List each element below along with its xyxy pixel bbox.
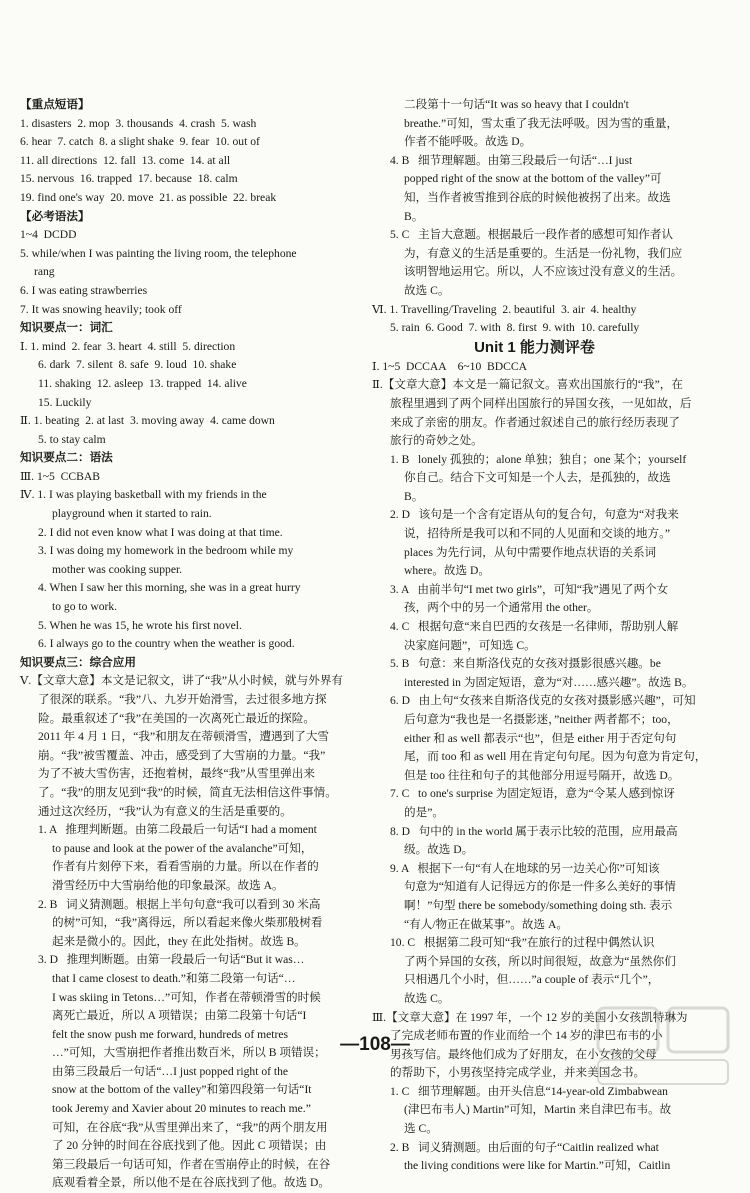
answer-line: 的帮助下，小男孩坚持完成学业，并来美国念书。	[390, 1066, 646, 1080]
answer-line: mother was cooking supper.	[52, 562, 183, 576]
answer-line: where。故选 D。	[404, 564, 490, 578]
answer-line: 3. D 推理判断题。由第一段最后一句话“But it was…	[38, 953, 305, 967]
answer-line: 9. A 根据下一句“有人在地球的另一边关心你”可知该	[390, 861, 660, 875]
answer-line: 险。最重叙述了“我”在美国的一次离死亡最近的探险。	[38, 711, 315, 725]
section-heading: 【必考语法】	[20, 209, 90, 223]
answer-line: 决家庭问题”，可知选 C。	[404, 638, 536, 652]
answer-line: 级。故选 D。	[404, 843, 474, 857]
section-heading: 【重点短语】	[20, 98, 90, 111]
section-heading: 知识要点一：词汇	[20, 321, 113, 335]
unit-title: Unit 1 能力测评卷	[474, 338, 595, 356]
answer-line: 的树”可知，“我”离得远，所以看起来像火柴那般树看	[52, 916, 323, 930]
answer-line: 故选 C。	[404, 283, 450, 297]
answer-line: either 和 as well 都表示“也”，但是 either 用于否定句句	[404, 731, 677, 745]
answer-line: snow at the bottom of the valley”和第四段第一句话“It	[52, 1083, 312, 1097]
left-column	[20, 96, 355, 1193]
answer-line: 4. B 细节理解题。由第三段最后一句话“…I just	[390, 153, 633, 167]
answer-line: 知，当作者被雪推到谷底的时候他被拐了出来。故选	[404, 190, 671, 204]
answer-line: …”可知，大雪崩把作者推出数百米，所以 B 项错误；	[52, 1046, 326, 1060]
answer-line: 1~4 DCDD	[20, 228, 77, 242]
watermark-logo-icon	[590, 1000, 740, 1090]
answer-line: 1. disasters 2. mop 3. thousands 4. crash 5. wash	[20, 116, 257, 130]
answer-line: 5. When he was 15, he wrote his first novel.	[38, 618, 242, 632]
answer-line: 5. while/when I was painting the living room, the telephone	[20, 246, 297, 260]
answer-line: Ⅱ.【文章大意】本文是一篇记叙文。喜欢出国旅行的“我”，在	[372, 378, 683, 392]
answer-line: 句意为“知道有人记得远方的你是一件多么美好的事情	[404, 880, 676, 894]
answer-line: 通过这次经历，“我”认为有意义的生活是重要的。	[38, 804, 292, 818]
answer-line: 11. shaking 12. asleep 13. trapped 14. alive	[38, 376, 247, 390]
answer-line: 6. I was eating strawberries	[20, 283, 148, 297]
answer-line: Ⅳ. 1. I was playing basketball with my friends in the	[20, 488, 267, 502]
answer-line: 了。“我”的朋友见到“我”的时候，简直无法相信这件事情。	[38, 785, 337, 799]
answer-line: 5. rain 6. Good 7. with 8. first 9. with 10. carefully	[390, 321, 640, 335]
answer-line: Ⅰ. 1~5 DCCAA 6~10 BDCCA	[372, 359, 527, 373]
answer-line: 可知，在谷底“我”从雪里弹出来了，“我”的两个朋友用	[52, 1120, 328, 1134]
answer-line: 由第三段最后一句话“…I just popped right of the	[52, 1064, 289, 1078]
answer-line: 6. D 由上句“女孩来自斯洛伐克的女孩对摄影感兴趣”，可知	[390, 694, 696, 708]
section-heading: 知识要点二：语法	[20, 451, 113, 465]
answer-line: places 为先行词，从句中需要作地点状语的关系词	[404, 545, 657, 559]
answer-line: playground when it started to rain.	[52, 507, 212, 521]
answer-line: 6. I always go to the country when the weather is good.	[38, 637, 295, 651]
answer-line: 1. A 推理判断题。由第二段最后一句话“I had a moment	[38, 823, 317, 837]
answer-line: 为，有意义的生活是重要的。生活是一份礼物，我们应	[404, 246, 683, 260]
answer-line: that I came closest to death.”和第二段第一句话“…	[52, 971, 296, 985]
answer-line: Ⅵ. 1. Travelling/Traveling 2. beautiful 3. air 4. healthy	[372, 302, 637, 316]
answer-line: 2. B 词义猜测题。由后面的句子“Caitlin realized what	[390, 1140, 659, 1154]
answer-line: 6. dark 7. silent 8. safe 9. loud 10. shake	[38, 358, 237, 372]
page-number: —108—	[340, 1034, 410, 1055]
answer-line: 啊！”句型 there be somebody/something doing sth. 表示	[404, 898, 673, 912]
answer-line: 了两个异国的女孩，所以时间很短，故意为“虽然你们	[404, 954, 676, 968]
answer-line: 该明智地运用它。所以，人不应该过没有意义的生活。	[404, 265, 683, 279]
answer-line: 作者有片刻停下来，看看雪崩的力量。所以在作者的	[52, 860, 319, 874]
answer-line: to pause and look at the power of the avalanche”可知，	[52, 841, 313, 855]
answer-line: 4. When I saw her this morning, she was in a great hurry	[38, 581, 301, 595]
answer-line: 15. Luckily	[38, 395, 92, 409]
answer-line: 5. to stay calm	[38, 432, 106, 446]
answer-line: 10. C 根据第二段可知“我”在旅行的过程中偶然认识	[390, 936, 655, 950]
answer-line: rang	[34, 265, 55, 279]
answer-line: 说，招待所是我可以和不同的人见面和交谈的地方。”	[404, 527, 671, 541]
answer-line: 2. B 词义猜测题。根据上半句句意“我可以看到 30 米高	[38, 897, 321, 911]
answer-line: 崩。“我”被雪覆盖、冲击，感受到了大雪崩的力量。“我”	[38, 748, 326, 762]
answer-line: 孩，两个中的另一个通常用 the other。	[404, 601, 599, 615]
answer-line: breathe.”可知，雪太重了我无法呼吸。因为雪的重量，	[404, 116, 679, 130]
answer-line: 男孩写信。最终他们成为了好朋友，在小女孩的父母	[390, 1047, 657, 1061]
answer-line: took Jeremy and Xavier about 20 minutes to reach me.”	[52, 1102, 311, 1116]
answer-line: 为了不被大雪伤害，还抱着树，最终“我”从雪里弹出来	[38, 767, 315, 781]
answer-line: 旅程里遇到了两个同样出国旅行的异国女孩，一见如故，后	[390, 396, 692, 410]
answer-line: Ⅰ. 1. mind 2. fear 3. heart 4. still 5. direction	[20, 339, 236, 353]
section-heading: 知识要点三：综合应用	[20, 655, 136, 669]
answer-line: 5. B 句意：来自斯洛伐克的女孩对摄影很感兴趣。be	[390, 657, 661, 671]
answer-line: 但是 too 往往和句子的其他部分用逗号隔开，故选 D。	[404, 768, 680, 782]
answer-line: 第三段最后一句话可知，作者在雪崩停止的时候，在谷	[52, 1157, 331, 1171]
answer-line: 的是”。	[404, 805, 444, 819]
answer-line: 后句意为“我也是一名摄影迷，”neither 两者都不；too，	[404, 713, 679, 726]
answer-line: (津巴布韦人) Martin”可知，Martin 来自津巴布韦。故	[404, 1103, 672, 1117]
answer-line: 二段第十一句话“It was so heavy that I couldn't	[404, 98, 629, 111]
answer-line: 你自己。结合下文可知是一个人去，是孤独的，故选	[404, 471, 671, 485]
answer-line: 3. A 由前半句“I met two girls”，可知“我”遇见了两个女	[390, 582, 669, 596]
answer-line: 了 20 分钟的时间在谷底找到了他。因此 C 项错误；由	[52, 1139, 327, 1153]
answer-line: 8. D 句中的 in the world 属于表示比较的范围，应用最高	[390, 824, 678, 838]
answer-line: “有人/物正在做某事”。故选 A。	[404, 917, 568, 931]
answer-line: 19. find one's way 20. move 21. as possible 22. break	[20, 190, 277, 204]
answer-line: 了完成老师布置的作业而给一个 14 岁的津巴布韦的小	[390, 1029, 663, 1043]
answer-line: 4. C 根据句意“来自巴西的女孩是一名律师，帮助别人解	[390, 620, 679, 634]
answer-line: 选 C。	[404, 1122, 438, 1136]
answer-line: 3. I was doing my homework in the bedroom while my	[38, 544, 294, 558]
answer-line: 离死亡最近，所以 A 项错误；由第二段第十句话“I	[52, 1009, 307, 1023]
answer-line: Ⅱ. 1. beating 2. at last 3. moving away 4. came down	[20, 414, 275, 428]
answer-line: 7. C to one's surprise 为固定短语，意为“令某人感到惊讶	[390, 787, 675, 801]
answer-line: 2011 年 4 月 1 日，“我”和朋友在蒂顿滑雪，遭遇到了大雪	[38, 730, 330, 744]
answer-line: 1. B lonely 孤独的；alone 单独；独自；one 某个；yourself	[390, 452, 687, 466]
answer-line: felt the snow push me forward, hundreds of metres	[52, 1027, 289, 1041]
answer-line: 2. D 该句是一个含有定语从句的复合句，句意为“对我来	[390, 508, 679, 522]
answer-line: Ⅴ.【文章大意】本文是记叙文，讲了“我”从小时候，就与外界有	[20, 674, 344, 688]
answer-line: 来成了亲密的朋友。作者通过叙述自己的旅行经历表现了	[390, 415, 680, 429]
answer-line: 7. It was snowing heavily; took off	[20, 302, 182, 316]
answer-line: 底观看着全景，所以他不是在谷底找到了他。故选 D。	[52, 1176, 330, 1190]
answer-line: I was skiing in Tetons…”可知，作者在蒂顿滑雪的时候	[52, 990, 321, 1004]
answer-line: B。	[404, 489, 424, 503]
answer-line: 旅行的奇妙之处。	[390, 434, 483, 448]
answer-line: 滑雪经历中大雪崩给他的印象最深。故选 A。	[52, 878, 284, 892]
answer-line: 15. nervous 16. trapped 17. because 18. calm	[20, 172, 238, 186]
answer-line: 故选 C。	[404, 991, 450, 1005]
answer-line: 起来是微小的。因此，they 在此处指树。故选 B。	[52, 934, 306, 948]
answer-line: to go to work.	[52, 600, 118, 614]
answer-line: 了很深的联系。“我”八、九岁开始滑雪，去过很多地方探	[38, 693, 327, 706]
answer-line: the living conditions were like for Martin.”可知，Caitlin	[404, 1159, 671, 1173]
answer-line: 只相遇几个小时，但……”a couple of 表示“几个”，	[404, 973, 660, 987]
answer-line: Ⅲ.【文章大意】在 1997 年，一个 12 岁的美国小女孩凯特琳为	[372, 1010, 688, 1024]
answer-line: B。	[404, 209, 424, 223]
answer-line: 作者不能呼吸。故选 D。	[404, 135, 532, 149]
answer-line: 11. all directions 12. fall 13. come 14. at all	[20, 153, 231, 167]
answer-line: 6. hear 7. catch 8. a slight shake 9. fear 10. out of	[20, 135, 260, 149]
answer-line: popped right of the snow at the bottom of the valley”可	[404, 172, 662, 186]
answer-line: 1. C 细节理解题。由开头信息“14-year-old Zimbabwean	[390, 1084, 668, 1098]
answer-line: interested in 为固定短语，意为“对……感兴趣”。故选 B。	[404, 675, 694, 689]
answer-line: Ⅲ. 1~5 CCBAB	[20, 469, 100, 483]
answer-line: 2. I did not even know what I was doing at that time.	[38, 525, 283, 539]
answer-line: 5. C 主旨大意题。根据最后一段作者的感想可知作者认	[390, 228, 674, 242]
answer-line: 尾，而 too 和 as well 用在肯定句句尾。因为句意为肯定句，	[404, 750, 707, 764]
